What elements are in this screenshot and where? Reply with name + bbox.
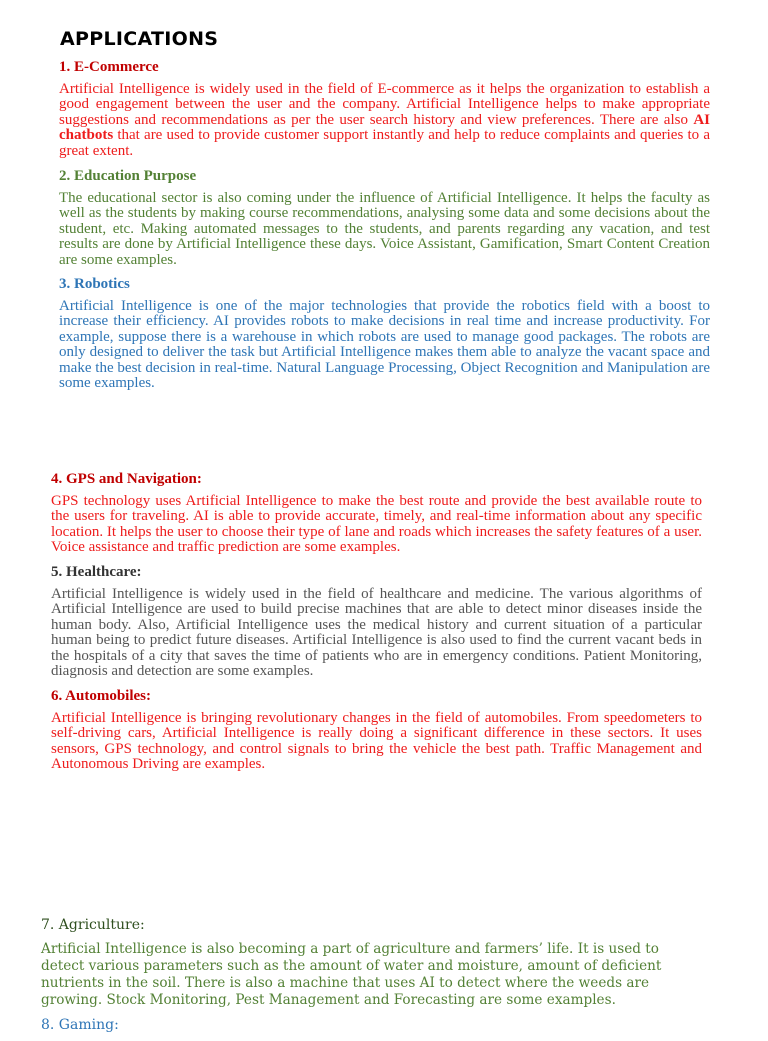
section-text: Artificial Intelligence is widely used in the field of healthcare and medicine. The various algorithms of Artificial Intelligence are used to build precise machines that are able to detect minor diseases inside the human body. Also, Artificial Intelligence uses the medical history and current situation of a particular human being to predict future diseases. Artificial Intelligence is also used to find the current vacant beds in the hospitals of a city that saves the time of patients who are in emergency conditions. Patient Monitoring, diagnosis and detection are some examples. [51,586,702,680]
section-text-part: Artificial Intelligence is widely used in the field of E-commerce as it helps the organization to establish a good engagement between the user and the company. Artificial Intelligence helps to make appropriate suggestions and recommendations as per the user search history and view preferences. There are also [59,81,710,128]
section-text: Artificial Intelligence is also becoming a part of agriculture and farmers’ life. It is used to detect various parameters such as the amount of water and moisture, amount of deficient nutrients in the soil. There is also a machine that uses AI to detect where the weeds are growing. Stock Monitoring, Pest Management and Forecasting are some examples. [41,941,662,1008]
section-heading: 4. GPS and Navigation: [51,471,202,487]
section-text: Artificial Intelligence is one of the major technologies that provide the robotics field with a boost to increase their efficiency. AI provides robots to make decisions in real time and increase productivity. For example, suppose there is a warehouse in which robots are used to manage good packages. The robots are only designed to deliver the task but Artificial Intelligence makes them able to analyze the vacant space and make the best decision in real-time. Natural Language Processing, Object Recognition and Manipulation are some examples. [59,298,710,392]
section-heading: 7. Agriculture: [41,917,145,933]
section-heading: 1. E-Commerce [59,59,159,75]
section-heading: 5. Healthcare: [51,564,142,580]
section-ecommerce [59,59,710,159]
section-text-part: that are used to provide customer support instantly and help to reduce complaints and queries to a great extent. [59,127,710,159]
section-education [59,168,710,268]
section-gaming [41,1017,696,1041]
section-text [59,82,710,159]
section-heading: 3. Robotics [59,276,130,292]
section-text: GPS technology uses Artificial Intelligence to make the best route and provide the best available route to the users for traveling. AI is able to provide accurate, timely, and real-time information about any specific location. It helps the user to choose their type of lane and roads which increases the safety features of a user. Voice assistance and traffic prediction are some examples. [51,493,702,556]
section-healthcare [51,564,702,679]
section-robotics [59,276,710,391]
section-text: Artificial Intelligence is bringing revolutionary changes in the field of automobiles. From speedometers to self-driving cars, Artificial Intelligence is really doing a significant difference in these sectors. It uses sensors, GPS technology, and control signals to bring the vehicle the best path. Traffic Management and Autonomous Driving are examples. [51,710,702,773]
section-automobiles [51,688,702,773]
section-gps-navigation [51,471,702,556]
section-heading: 8. Gaming: [41,1017,119,1033]
section-heading: 2. Education Purpose [59,168,197,184]
ai-chatbots-term: AI chatbots [59,111,710,144]
section-text: The educational sector is also coming under the influence of Artificial Intelligence. It helps the faculty as well as the students by making course recommendations, analysing some data and some decisions about the student, etc. Making automated messages to the students, and parents regarding any vacation, and test results are done by Artificial Intelligence these days. Voice Assistant, Gamification, Smart Content Creation are some examples. [59,190,710,268]
section-heading: 6. Automobiles: [51,688,152,704]
page-title: APPLICATIONS [60,28,219,50]
section-agriculture [41,917,696,1009]
